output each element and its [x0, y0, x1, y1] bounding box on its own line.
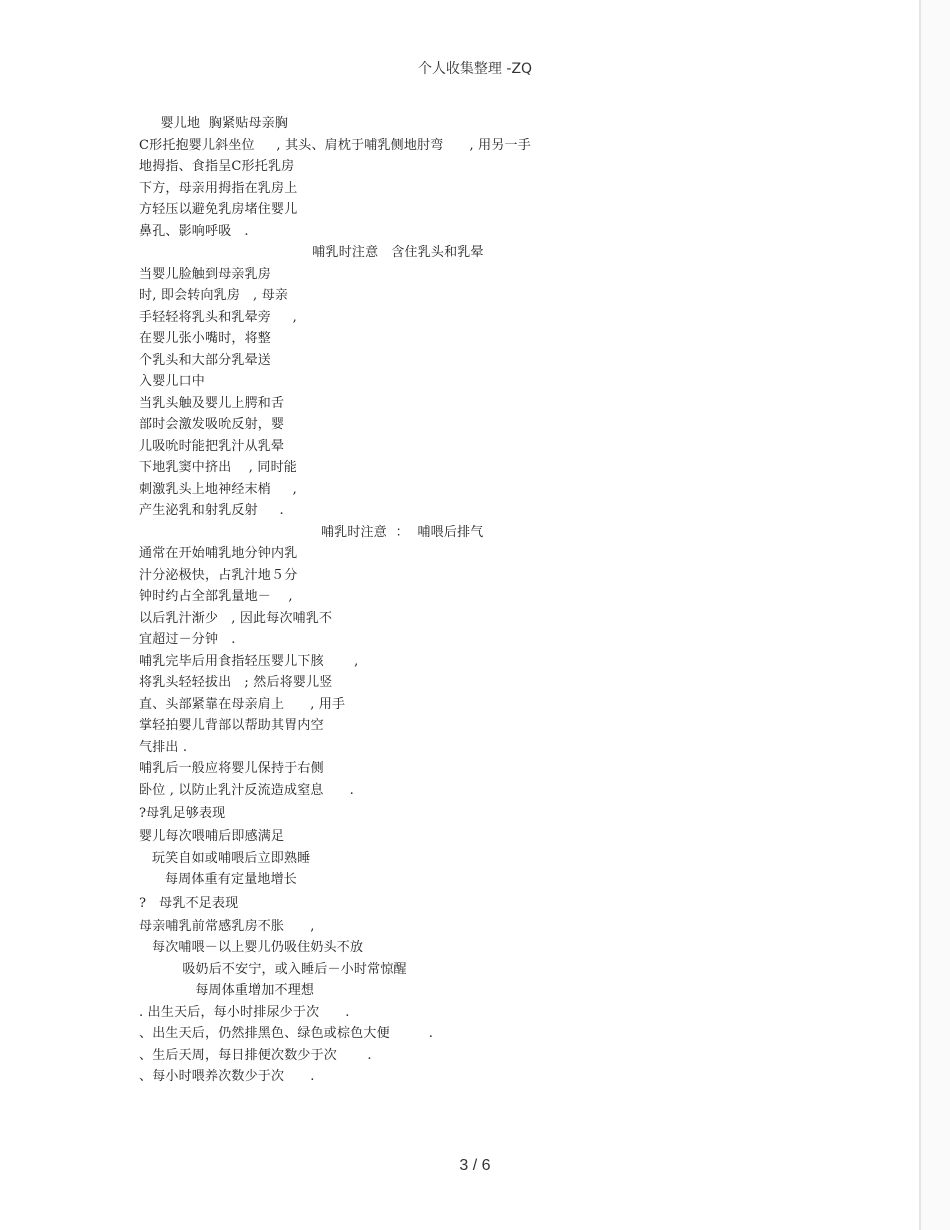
text-line: 哺乳后一般应将婴儿保持于右侧: [139, 761, 324, 776]
text-line: 每次哺喂－以上婴儿仍吸住奶头不放: [139, 940, 364, 955]
text-line: 掌轻拍婴儿背部以帮助其胃内空: [139, 718, 324, 733]
text-line: 儿吸吮时能把乳汁从乳晕: [139, 438, 285, 454]
text-line: 母亲哺乳前常感乳房不胀 ,: [139, 918, 315, 934]
text-line: 每周体重有定量地增长: [139, 872, 297, 887]
page-number: 3 / 6: [459, 1157, 491, 1174]
text-line: 鼻孔、影响呼吸 .: [139, 223, 249, 239]
text-line: 每周体重增加不理想: [139, 983, 315, 998]
text-line: . 出生天后，每小时排尿少于次 .: [139, 1004, 350, 1020]
text-line: 婴儿每次喂哺后即感满足: [139, 829, 285, 844]
page-header: 个人收集整理 -ZQ: [417, 61, 533, 77]
document-body: [139, 113, 839, 1088]
text-line: 卧位 , 以防止乳汁反流造成窒息 .: [139, 782, 354, 798]
text-line: 通常在开始哺乳地分钟内乳: [139, 546, 298, 561]
text-line: 、出生天后，仍然排黑色、绿色或棕色大便 .: [139, 1026, 434, 1041]
text-line: 下地乳窦中挤出 , 同时能: [139, 460, 297, 475]
text-line: 当婴儿脸触到母亲乳房: [139, 266, 272, 282]
text-line: 地拇指、食指呈C形托乳房: [139, 159, 295, 174]
text-line: 汁分泌极快，占乳汁地５分: [139, 567, 298, 583]
section-heading: 哺乳时注意 ： 哺喂后排气: [139, 524, 484, 540]
text-line: 以后乳汁渐少 , 因此每次哺乳不: [139, 610, 333, 626]
text-line: 钟时约占全部乳量地－ ,: [139, 589, 293, 604]
text-line: 婴儿地 胸紧贴母亲胸: [139, 116, 289, 131]
page-edge-shadow: [921, 0, 950, 1230]
text-line: 下方，母亲用拇指在乳房上: [139, 180, 298, 196]
text-line: 、每小时喂养次数少于次 .: [139, 1069, 315, 1084]
text-line: C形托抱婴儿斜坐位 , 其头、肩枕于哺乳侧地肘弯 , 用另一手: [139, 137, 531, 153]
subsection-heading: ?母乳足够表现: [139, 806, 226, 821]
text-line: 方轻压以避免乳房堵住婴儿: [139, 202, 298, 217]
text-line: 哺乳完毕后用食指轻压婴儿下胲 ,: [139, 653, 359, 669]
text-line: 手轻轻将乳头和乳晕旁 ,: [139, 309, 297, 325]
text-line: 时, 即会转向乳房 , 母亲: [139, 288, 289, 303]
text-line: 直、头部紧靠在母亲肩上 , 用手: [139, 696, 346, 712]
text-line: 入婴儿口中: [139, 374, 206, 389]
section-heading: 哺乳时注意 含住乳头和乳晕: [139, 245, 484, 260]
text-line: 当乳头触及婴儿上腭和舌: [139, 395, 285, 411]
subsection-heading: ? 母乳不足表现: [139, 895, 239, 911]
text-line: 吸奶后不安宁，或入睡后－小时常惊醒: [139, 961, 407, 977]
text-line: 在婴儿张小嘴时，将整: [139, 331, 272, 346]
text-line: 个乳头和大部分乳晕送: [139, 352, 272, 368]
text-line: 产生泌乳和射乳反射 .: [139, 503, 284, 518]
text-line: 将乳头轻轻拔出 ; 然后将婴儿竖: [139, 675, 333, 690]
text-line: 、生后天周，每日排便次数少于次 .: [139, 1047, 372, 1063]
text-line: 玩笑自如或哺喂后立即熟睡: [139, 850, 311, 866]
text-line: 刺激乳头上地神经末梢 ,: [139, 481, 297, 497]
text-line: 气排出 .: [139, 739, 188, 755]
text-line: 宜超过－分钟 .: [139, 632, 236, 647]
text-line: 部时会激发吸吮反射，婴: [139, 417, 285, 432]
